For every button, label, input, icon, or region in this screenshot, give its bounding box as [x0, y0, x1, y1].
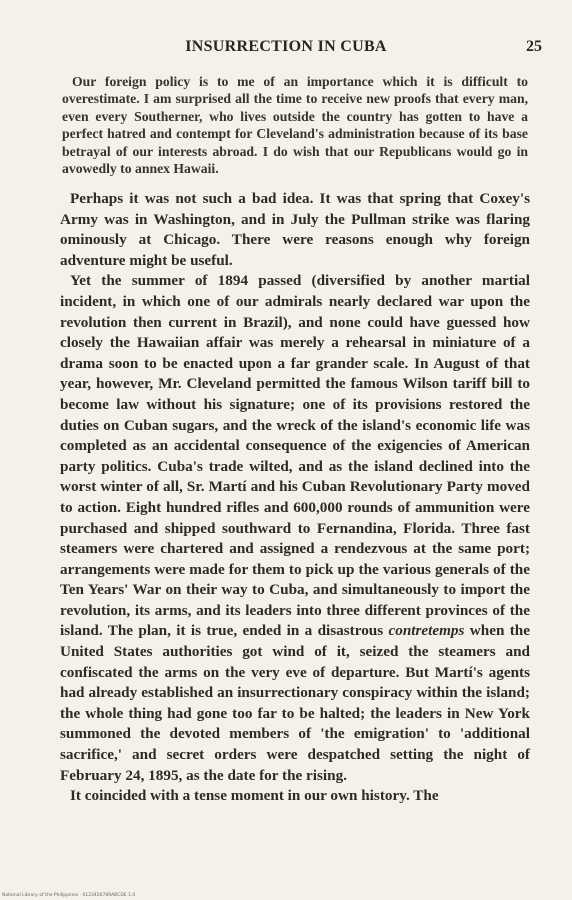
- paragraph-1: Perhaps it was not such a bad idea. It was that spring that Coxey's Army was in Washington, and in July the Pullman strike was flaring ominously at Chicago. There were reasons enough why foreign adventure might be useful.: [60, 190, 530, 269]
- paragraph-2: [60, 271, 530, 786]
- running-header-title: INSURRECTION IN CUBA: [185, 38, 387, 55]
- paragraph-2-italic-term: contretemps: [388, 622, 465, 640]
- paragraph-2-text-a: Yet the summer of 1894 passed (diversified by another martial incident, in which one of our admirals nearly declared war upon the revolution then current in Brazil), and none could have guessed how closely the Hawaiian affair was merely a rehearsal in miniature of a drama soon to be enacted upon a far grander scale. In August of that year, however, Mr. Cleveland permitted the famous Wilson tariff bill to become law without his signature; one of its provisions restored the duties on Cuban sugars, and the wreck of the island's economic life was completed as an accidental consequence of the exigencies of American party politics. Cuba's trade wilted, and as the island declined into the worst winter of all, Sr. Martí and his Cuban Revolutionary Party moved to action. Eight hundred rifles and 600,000 rounds of ammunition were purchased and shipped southward to Fernandina, Florida. Three fast steamers were chartered and assigned a rendezvous at the same port; arrangements were made for them to pick up the various generals of the Ten Years' War on their way to Cuba, and simultaneously to import the revolution, its arms, and its leaders into three different provinces of the island. The plan, it is true, ended in a disastrous: [60, 272, 530, 640]
- paragraph-3: It coincided with a tense moment in our own history. The: [70, 787, 439, 805]
- block-quote: Our foreign policy is to me of an importance which it is difficult to overestimate. I am surprised all the time to receive new proofs that every man, even every Southerner, who lives outside the country has gotten to have a perfect hatred and contempt for Cleveland's administration because of its base betrayal of our interests abroad. I do wish that our Republicans would go in avowedly to annex Hawaii.: [62, 74, 528, 177]
- paragraph-2-text-b: when the United States authorities got wind of it, seized the steamers and confiscated the arms on the very eve of departure. But Martí's agents had already established an insurrectionary conspiracy within the island; the whole thing had gone too far to be halted; the leaders in New York summoned the devoted members of 'the emigration' to 'additional sacrifice,' and secret orders were despatched setting the night of February 24, 1895, as the date for the rising.: [60, 622, 530, 784]
- page-number: 25: [526, 38, 542, 55]
- main-text: [60, 189, 530, 807]
- library-stamp: National Library of the Philippines · 0123456789ABCDE 1.0: [2, 893, 136, 898]
